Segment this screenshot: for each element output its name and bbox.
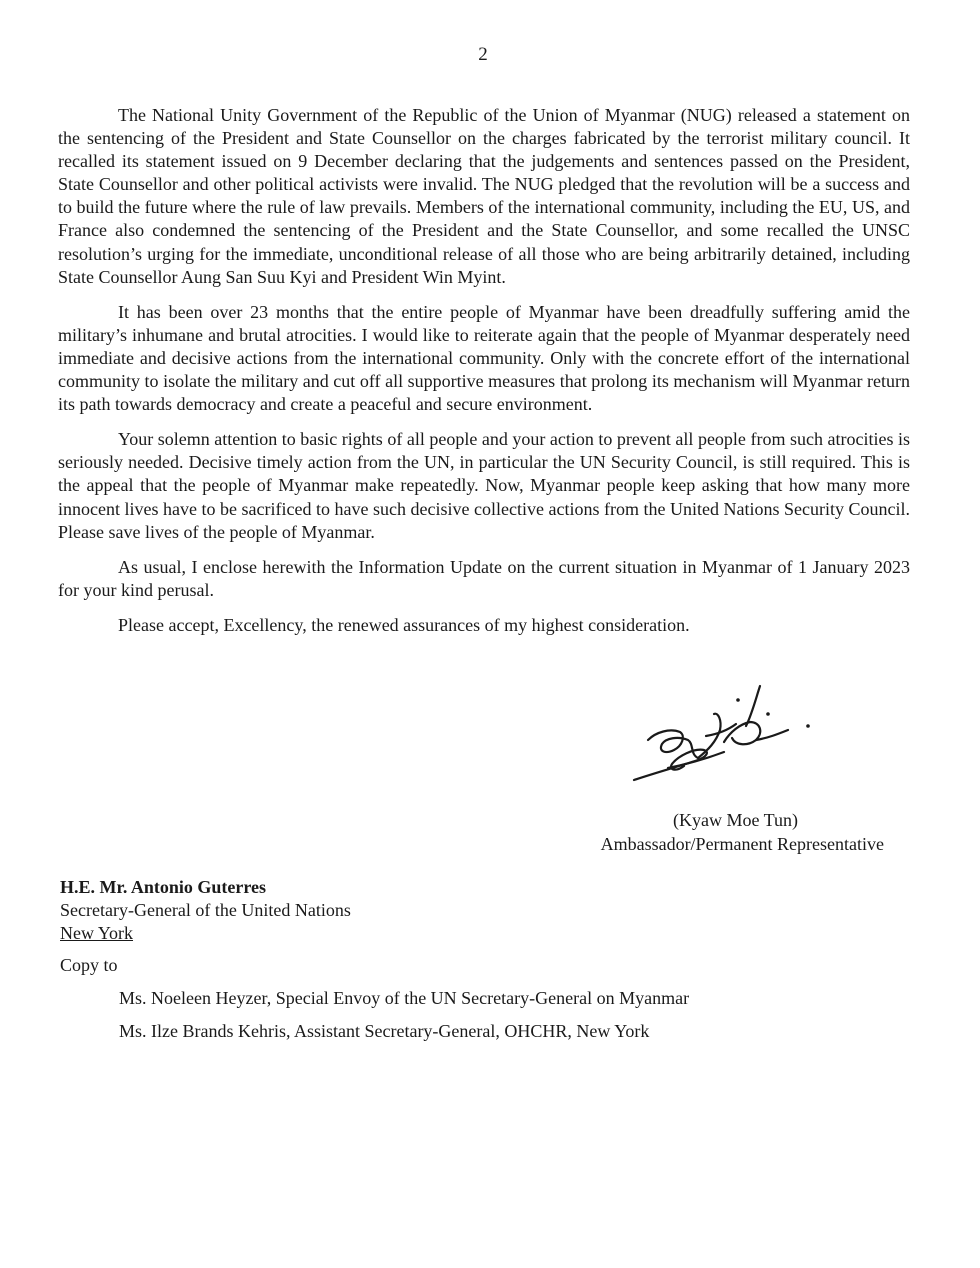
paragraph-nug-statement: The National Unity Government of the Republic of the Union of Myanmar (NUG) released a statement on the sentencing of the President and State Counsellor on the charges fabricated by the terrorist military council. It recalled its statement issued on 9 December declaring that the judgements and sentences passed on the President, State Counsellor and other political activists were invalid. The NUG pledged that the revolution will be a success and to build the future where the rule of law prevails. Members of the international community, including the EU, US, and France also condemned the sentencing of the President and the State Counsellor, and some recalled the UNSC resolution’s urging for the immediate, unconditional release of all those who are being arbitrarily detained, including State Counsellor Aung San Suu Kyi and President Win Myint.: [58, 105, 910, 287]
addressee-position: Secretary-General of the United Nations: [60, 900, 351, 920]
paragraph-appeal: Your solemn attention to basic rights of all people and your action to prevent all people from such atrocities is seriously needed. Decisive timely action from the UN, in particular the UN Security Council, is still required. This is the appeal that the people of Myanmar make repeatedly. Now, Myanmar people keep asking that how many more innocent lives have to be sacrificed to have such decisive collective actions from the United Nations Security Council. Please save lives of the people of Myanmar.: [58, 429, 910, 542]
paragraph-suffering: It has been over 23 months that the entire people of Myanmar have been dreadfully suffering amid the military’s inhumane and brutal atrocities. I would like to reiterate again that the people of Myanmar desperately need immediate and decisive actions from the international community. Only with the concrete effort of the international community to isolate the military and cut off all supportive measures that prolong its mechanism will Myanmar return its path towards democracy and create a peaceful and secure environment.: [58, 301, 910, 415]
copy-to-list: [119, 987, 689, 1053]
handwritten-signature: [628, 680, 818, 790]
letter-body: [58, 104, 910, 649]
addressee-block: [60, 876, 351, 945]
signatory-title: Ambassador/Permanent Representative: [600, 834, 884, 854]
copy-recipient: Ms. Ilze Brands Kehris, Assistant Secretary-General, OHCHR, New York: [119, 1021, 650, 1041]
copy-recipient: Ms. Noeleen Heyzer, Special Envoy of the UN Secretary-General on Myanmar: [119, 988, 690, 1008]
page-number: 2: [478, 44, 488, 65]
addressee-name: H.E. Mr. Antonio Guterres: [60, 877, 266, 897]
addressee-city: New York: [60, 923, 134, 943]
signatory-name: (Kyaw Moe Tun): [672, 810, 798, 830]
paragraph-enclosure: As usual, I enclose herewith the Information Update on the current situation in Myanmar of 1 January 2023 for your kind perusal.: [58, 556, 910, 600]
copy-to-label: Copy to: [60, 955, 118, 975]
paragraph-closing: Please accept, Excellency, the renewed assurances of my highest consideration.: [118, 614, 690, 635]
signature-block: [601, 808, 884, 856]
